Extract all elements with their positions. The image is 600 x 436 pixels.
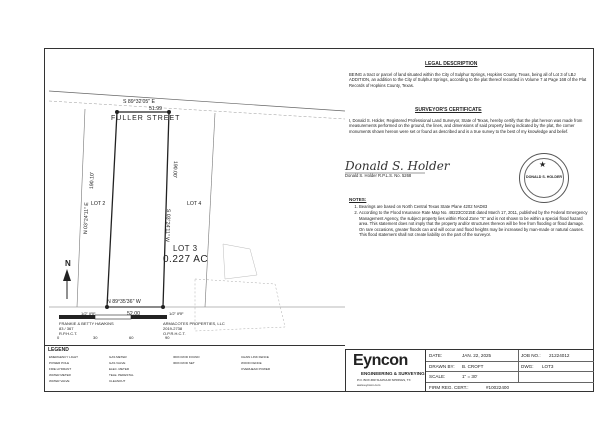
corner-ne-marker <box>115 110 119 114</box>
seal-name: DONALD S. HOLDER <box>526 175 562 179</box>
north-bearing: S 89°32'05" E <box>123 99 156 105</box>
survey-sheet <box>44 48 594 392</box>
dwg-label: DWG: <box>521 363 534 369</box>
title-block-row <box>426 382 594 393</box>
legend-item: ELEC. METER <box>109 367 130 371</box>
corner-sw-marker <box>105 305 109 309</box>
north-label: N <box>65 259 71 268</box>
owner-left-name: FRANKIE & BETTY HAWKINS <box>59 321 114 326</box>
legend-item: POWER POLE <box>49 361 70 365</box>
se-pin-label: 1/2" IRF <box>169 311 184 316</box>
legend-item: EMERGENCY LIGHT <box>49 355 78 359</box>
east-bearing: S 03°24'11" W <box>163 208 171 243</box>
row-line-center <box>49 101 345 119</box>
note-item: 2. According to the Flood Insurance Rate Map No. 48223C0215E dated March 17, 2011, published by the Federal Emergency Management Agency, the subject property lies within Flood Zone "X" and is not shown to be within a special flood hazard area. This statement does not imply that the property and/or structures thereon will be free from flooding or flood damage. On rare occasions, greater floods can and will occur and flood heights may be increased by man-made or natural causes. This flood statement shall not create liability on the part of the surveyor. <box>359 210 589 237</box>
owner-left-rec: R.P.H.C.T. <box>59 331 78 336</box>
legend-item: WATER VALVE <box>49 379 70 383</box>
scale-tick: 0 <box>57 335 60 340</box>
company-address: P.O. BOX ### SULPHUR SPRINGS, TX <box>357 378 411 382</box>
legend-item: WATER METER <box>49 373 71 377</box>
scale-tick: 60 <box>129 335 134 340</box>
job-label: JOB NO.: <box>521 353 541 358</box>
legend-item: TELE. PEDESTAL <box>109 373 134 377</box>
row-line-north <box>49 91 345 111</box>
corner-nw-marker <box>167 110 171 114</box>
lot-area: 0.227 AC <box>163 254 209 265</box>
legend-item: GAS VALVE <box>109 361 126 365</box>
scale-tick: 30 <box>93 335 98 340</box>
south-distance: 52.00 <box>127 311 140 317</box>
owner-right-rec: O.P.R.H.C.T. <box>163 331 186 336</box>
structure-outline-2 <box>223 244 257 279</box>
company-tagline: ENGINEERING & SURVEYING <box>361 371 425 376</box>
legal-title: LEGAL DESCRIPTION <box>425 61 478 67</box>
legend-box <box>45 345 345 392</box>
dwg-value: LOT3 <box>542 363 554 369</box>
legend-item: CLEANOUT <box>109 379 126 383</box>
firm-value: #10022400 <box>486 384 509 390</box>
owner-left-vol: 83 / 367 <box>59 326 74 331</box>
lot4-label: LOT 4 <box>187 201 202 207</box>
note-item: 1. Bearings are based on North Central Texas State Plane 4202 NAD83 <box>359 204 589 209</box>
owner-right <box>163 321 225 336</box>
surveyor-name: Donald S. Holder R.P.L.S. No. 5268 <box>345 173 412 178</box>
lot-label: LOT 3 <box>173 244 198 253</box>
corner-se-marker <box>161 305 165 309</box>
owner-right-name: ARMACOTES PROPERTIES, LLC <box>163 321 225 326</box>
lot2-label: LOT 2 <box>91 201 106 207</box>
west-distance: 190.10' <box>89 172 96 190</box>
date-value: JAN. 22, 2025 <box>462 353 492 358</box>
title-block <box>425 349 594 392</box>
scale-label: SCALE: <box>429 374 446 379</box>
owner-left <box>59 321 114 336</box>
legend-item: WOOD FENCE <box>241 361 262 365</box>
notes-title: NOTES: <box>349 197 367 202</box>
legend-item: IRON ROD FOUND <box>173 355 200 359</box>
legend-item: GAS METER <box>109 355 127 359</box>
legal-text: BEING a tract or parcel of land situated within the City of Sulphur Springs, Hopkins County, Texas, being all of Lot 3 of LBJ ADDITION, an addition to the City of Sulphur Springs, according to the plat thereof recorded in Volume 7 at Page 168 of the Plat Records of Hopkins County, Texas. <box>349 72 587 88</box>
lot4-line <box>205 113 215 307</box>
legend-item: IRON ROD SET <box>173 361 195 365</box>
firm-label: FIRM REG. CERT.: <box>429 384 469 390</box>
drawn-value: B. CROFT <box>462 363 484 369</box>
east-distance: 190.00' <box>171 160 178 178</box>
north-arrow-head-icon <box>63 269 71 281</box>
legend-item: OVERHEAD POWER <box>241 367 271 371</box>
scale-bar-segment <box>95 315 131 319</box>
date-label: DATE: <box>429 353 443 358</box>
company-site: www.eyncon.com <box>357 383 381 387</box>
north-distance: 51.99 <box>149 106 162 112</box>
legend-item: FIRE HYDRANT <box>49 367 72 371</box>
certificate-text: I, Donald S. Holder, Registered Professional Land Surveyor, State of Texas, hereby certify that the plat hereon was made from measurements performed on the ground, the lines, and dimensions of said property being indicated by the plat, the corner monuments shown hereon were set or found as described and is a true survey to the best of my knowledge and belief. <box>349 118 583 134</box>
street-name: FULLER STREET <box>111 115 181 122</box>
scale-tick: 90 <box>165 335 170 340</box>
legend-title: LEGEND <box>48 347 69 353</box>
surveyor-signature: Donald S. Holder <box>345 159 450 173</box>
surveyor-seal <box>519 153 569 203</box>
drawn-label: DRAWN BY: <box>429 363 455 369</box>
lot3-boundary <box>107 112 169 307</box>
star-icon: ★ <box>539 160 547 169</box>
west-bearing: N 03°24'11" E <box>83 202 91 235</box>
plat-drawing <box>45 49 345 345</box>
sw-pin-label: 1/2" IRF <box>81 311 96 316</box>
notes-list <box>349 204 589 238</box>
legend-item: CHAIN LINK FENCE <box>241 355 269 359</box>
south-bearing: N 89°35'36" W <box>107 299 141 305</box>
job-value: 21224012 <box>549 353 570 358</box>
owner-right-vol: 2019-2738 <box>163 326 183 331</box>
scale-value: 1" = 30' <box>462 374 478 379</box>
certificate-title: SURVEYOR'S CERTIFICATE <box>415 107 482 113</box>
company-logo: Eyncon <box>353 352 408 369</box>
